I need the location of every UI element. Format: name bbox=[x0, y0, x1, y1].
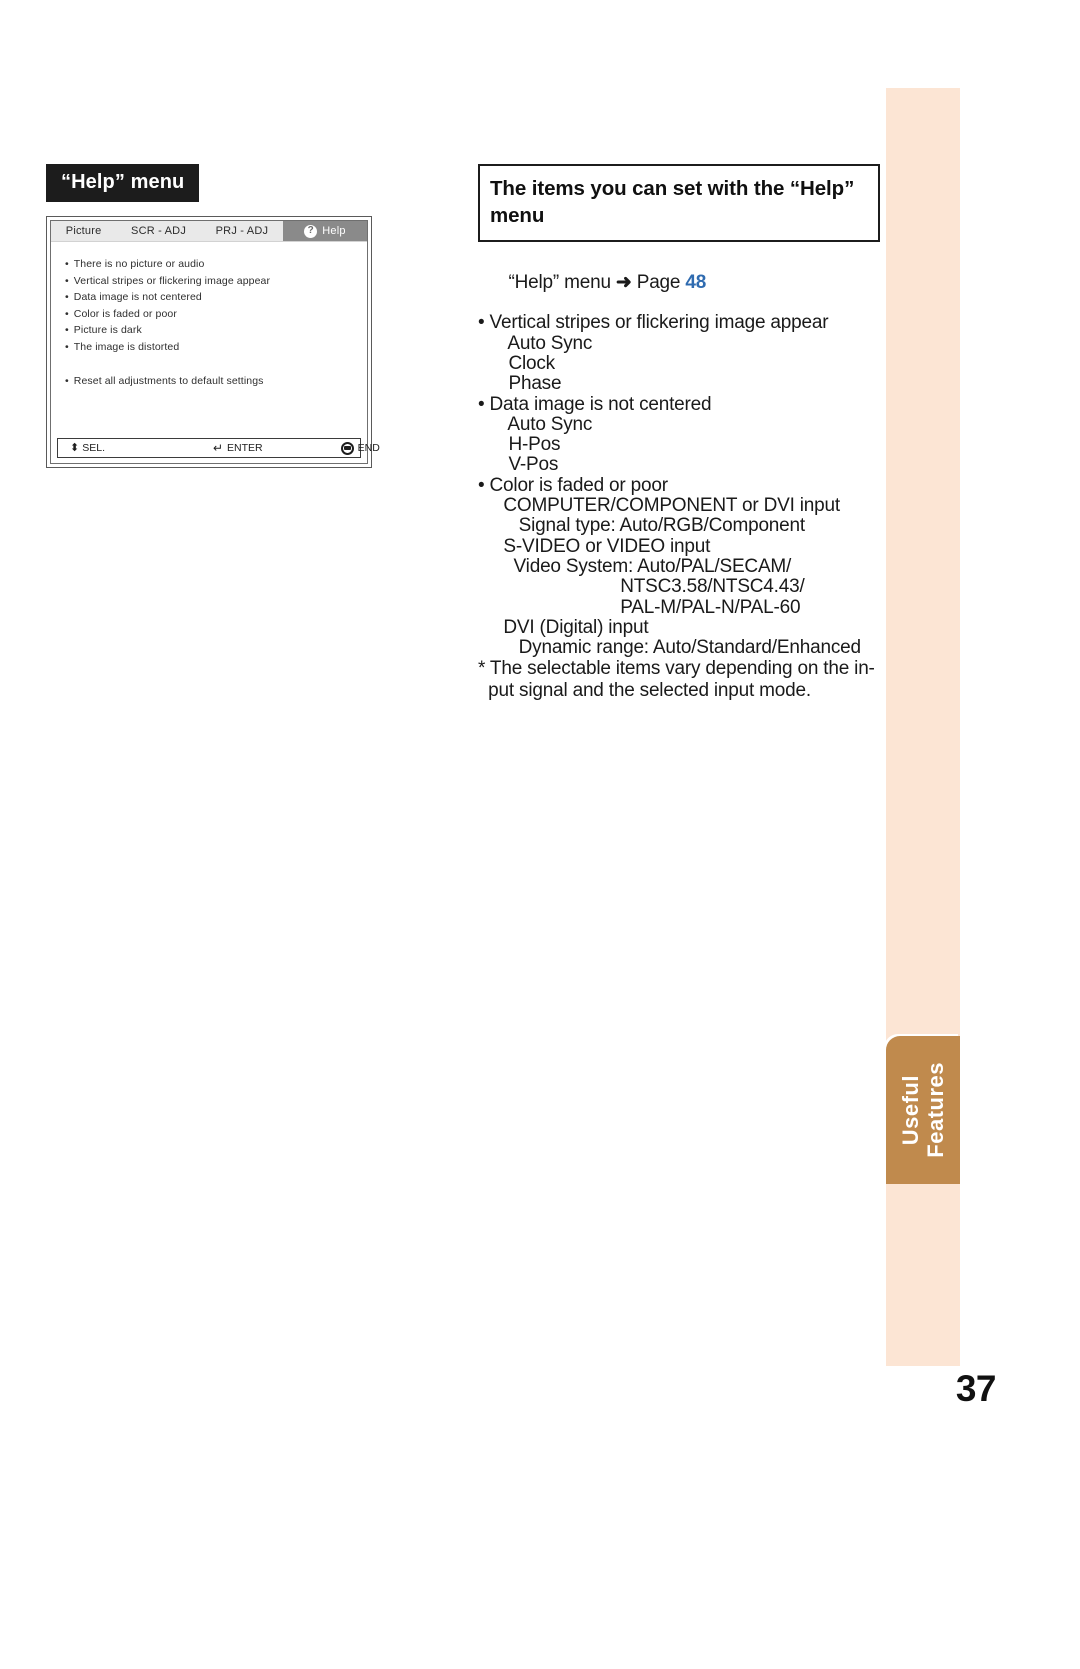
osd-help-item-reset[interactable]: • Reset all adjustments to default settings bbox=[65, 374, 264, 387]
right-arrow-icon: ➜ bbox=[615, 271, 632, 293]
page-ref-prefix: “Help” menu bbox=[508, 271, 616, 293]
osd-footer-enter[interactable] bbox=[213, 442, 263, 454]
osd-tab-picture[interactable] bbox=[51, 221, 116, 241]
osd-help-item-list bbox=[51, 242, 367, 389]
page-number: 37 bbox=[955, 1368, 996, 1409]
osd-footer-bar bbox=[57, 438, 380, 458]
chapter-tab-line-1: Useful bbox=[898, 1074, 924, 1146]
osd-tab-help[interactable] bbox=[283, 221, 367, 241]
footnote-line-2: put signal and the selected input mode. bbox=[478, 679, 811, 701]
osd-help-item[interactable]: • Color is faded or poor bbox=[65, 307, 177, 320]
help-list-line: S-VIDEO or VIDEO input bbox=[478, 535, 711, 557]
help-list-line: Signal type: Auto/RGB/Component bbox=[478, 515, 805, 537]
help-list-line: • Vertical stripes or flickering image appear bbox=[478, 312, 829, 334]
osd-help-item[interactable]: • Picture is dark bbox=[65, 324, 142, 337]
help-list-line: • Data image is not centered bbox=[478, 393, 712, 415]
help-list-line: Auto Sync bbox=[478, 413, 593, 435]
osd-help-item-label: Picture is dark bbox=[73, 324, 142, 337]
osd-help-item[interactable]: • Vertical stripes or flickering image appear bbox=[65, 274, 271, 287]
help-list-line: Clock bbox=[478, 352, 555, 374]
osd-help-item-label: The image is distorted bbox=[73, 340, 180, 353]
osd-help-item[interactable]: • The image is distorted bbox=[65, 340, 180, 353]
right-column bbox=[478, 164, 880, 701]
right-column-body bbox=[478, 253, 880, 702]
osd-footer-select[interactable] bbox=[70, 442, 105, 454]
osd-tab-picture-label: Picture bbox=[65, 225, 102, 237]
chapter-tab-text bbox=[886, 1036, 960, 1184]
up-down-arrow-icon: ⬍ bbox=[70, 441, 79, 454]
osd-tab-prj-adj-label: PRJ - ADJ bbox=[215, 225, 269, 237]
help-list-line: Auto Sync bbox=[478, 332, 593, 354]
help-list-line: V-Pos bbox=[478, 454, 559, 476]
osd-footer-select-label: SEL. bbox=[82, 442, 105, 454]
osd-help-item-label: Reset all adjustments to default settings bbox=[73, 374, 264, 387]
osd-footer-end[interactable] bbox=[341, 442, 380, 455]
osd-tab-bar bbox=[51, 221, 367, 242]
help-list-line: Video System: Auto/PAL/SECAM/ bbox=[478, 555, 792, 577]
section-title-help-menu: “Help” menu bbox=[46, 164, 199, 202]
osd-tab-help-label: Help bbox=[322, 225, 346, 237]
menu-button-icon bbox=[341, 442, 354, 455]
footnote-line-1: * The selectable items vary depending on the in- bbox=[478, 658, 875, 680]
osd-inner-frame bbox=[50, 220, 380, 464]
osd-screenshot bbox=[46, 216, 380, 468]
osd-help-item-label: Vertical stripes or flickering image appear bbox=[73, 274, 271, 287]
osd-footer-end-label: END bbox=[357, 442, 380, 454]
chapter-tab-useful-features bbox=[886, 1036, 960, 1184]
question-mark-icon: ? bbox=[304, 225, 317, 238]
help-menu-page-reference bbox=[478, 253, 880, 314]
help-list-line: COMPUTER/COMPONENT or DVI input bbox=[478, 495, 840, 517]
osd-tab-scr-adj-label: SCR - ADJ bbox=[131, 225, 187, 237]
osd-help-item[interactable]: • There is no picture or audio bbox=[65, 258, 205, 270]
page-ref-number[interactable]: 48 bbox=[685, 271, 707, 293]
osd-footer-enter-label: ENTER bbox=[227, 442, 263, 454]
chapter-tab-line-2: Features bbox=[922, 1062, 948, 1158]
left-column bbox=[46, 164, 386, 202]
osd-help-item[interactable]: • Data image is not centered bbox=[65, 291, 202, 304]
page-ref-mid: Page bbox=[631, 271, 686, 293]
osd-help-item-label: Data image is not centered bbox=[73, 291, 202, 304]
right-column-heading: The items you can set with the “Help” menu bbox=[478, 164, 880, 242]
osd-help-item-label: There is no picture or audio bbox=[73, 258, 205, 270]
help-list-line: • Color is faded or poor bbox=[478, 474, 668, 496]
osd-help-item-label: Color is faded or poor bbox=[73, 307, 177, 320]
help-list-line: DVI (Digital) input bbox=[478, 616, 649, 638]
osd-list-spacer bbox=[65, 356, 367, 373]
help-list-line: PAL-M/PAL-N/PAL-60 bbox=[478, 596, 801, 618]
osd-tab-scr-adj[interactable] bbox=[116, 221, 201, 241]
help-list-line: Dynamic range: Auto/Standard/Enhanced bbox=[478, 637, 861, 659]
osd-tab-prj-adj[interactable] bbox=[201, 221, 283, 241]
help-list-line: NTSC3.58/NTSC4.43/ bbox=[478, 576, 805, 598]
help-list-line: Phase bbox=[478, 373, 562, 395]
enter-arrow-icon: ↵ bbox=[212, 441, 224, 455]
help-list-line: H-Pos bbox=[478, 434, 561, 456]
